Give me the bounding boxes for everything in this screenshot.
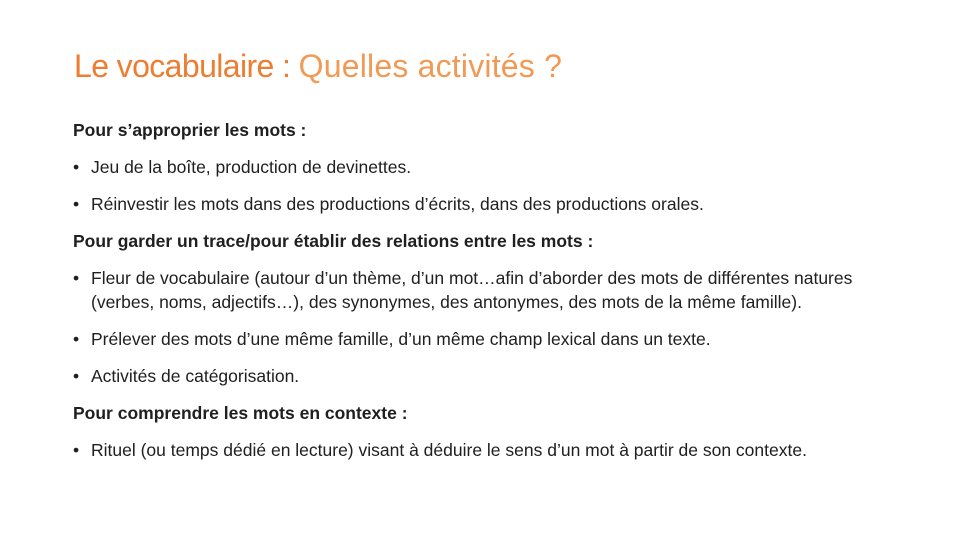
slide-body (73, 118, 893, 475)
bullet-icon: • (73, 157, 80, 177)
bullet-icon: • (73, 268, 80, 288)
slide-title (74, 42, 562, 90)
bullet-text: Rituel (ou temps dédié en lecture) visant à déduire le sens d’un mot à partir de son contexte. (91, 440, 807, 460)
bullet-item (73, 266, 893, 314)
bullet-text: Fleur de vocabulaire (autour d’un thème, d’un mot…afin d’aborder des mots de différentes natures (verbes, noms, adjectifs…), des synonymes, des antonymes, des mots de la même famille). (91, 268, 853, 312)
title-rest: Quelles activités ? (298, 48, 563, 84)
bullet-item (73, 438, 893, 462)
title-main: Le vocabulaire : (74, 48, 299, 84)
bullet-icon: • (73, 194, 80, 214)
bullet-icon: • (73, 329, 80, 349)
bullet-text: Activités de catégorisation. (91, 366, 300, 386)
section-heading: Pour s’approprier les mots : (73, 120, 307, 140)
bullet-text: Prélever des mots d’une même famille, d’un même champ lexical dans un texte. (91, 329, 711, 349)
bullet-icon: • (73, 440, 80, 460)
bullet-item (73, 192, 893, 216)
bullet-text: Jeu de la boîte, production de devinettes. (91, 157, 412, 177)
section-heading: Pour comprendre les mots en contexte : (73, 403, 408, 423)
bullet-icon: • (73, 366, 80, 386)
bullet-item (73, 327, 893, 351)
section-heading: Pour garder un trace/pour établir des relations entre les mots : (73, 231, 594, 251)
bullet-text: Réinvestir les mots dans des productions d’écrits, dans des productions orales. (91, 194, 704, 214)
bullet-item (73, 155, 893, 179)
bullet-item (73, 364, 893, 388)
